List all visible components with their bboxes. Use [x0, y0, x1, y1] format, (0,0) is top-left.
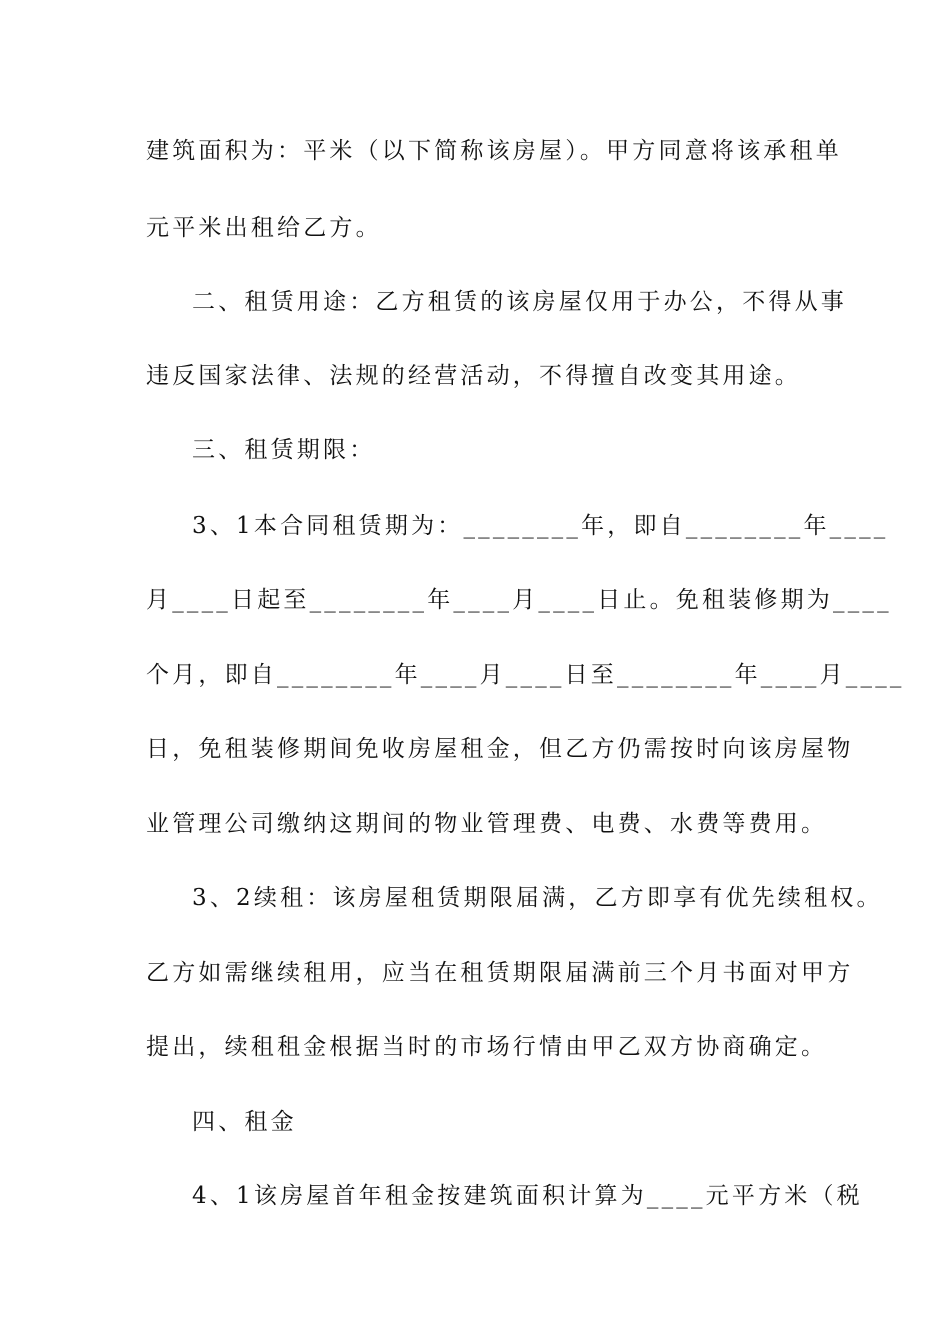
text-line: 违反国家法律、法规的经营活动，不得擅自改变其用途。 — [146, 363, 801, 389]
text-line: 个月，即自________年____月____日至________年____月____ — [146, 662, 905, 688]
text-line: 业管理公司缴纳这期间的物业管理费、电费、水费等费用。 — [146, 811, 828, 837]
text-line: 日，免租装修期间免收房屋租金，但乙方仍需按时向该房屋物 — [146, 736, 854, 762]
text-line: 乙方如需继续租用，应当在租赁期限届满前三个月书面对甲方 — [146, 960, 854, 986]
text-line: 3、1本合同租赁期为：________年，即自________年____ — [192, 513, 889, 539]
text-line: 月____日起至________年____月____日止。免租装修期为____ — [146, 587, 892, 613]
text-line: 4、1该房屋首年租金按建筑面积计算为____元平方米（税 — [192, 1183, 863, 1209]
text-line: 建筑面积为：平米（以下简称该房屋）。甲方同意将该承租单 — [146, 138, 842, 164]
text-line: 提出，续租租金根据当时的市场行情由甲乙双方协商确定。 — [146, 1034, 828, 1060]
text-line: 二、租赁用途：乙方租赁的该房屋仅用于办公，不得从事 — [192, 289, 847, 315]
text-line: 3、2续租：该房屋租赁期限届满，乙方即享有优先续租权。 — [192, 885, 883, 911]
section-heading: 四、租金 — [192, 1109, 297, 1135]
section-heading: 三、租赁期限： — [192, 437, 376, 463]
text-line: 元平米出租给乙方。 — [146, 215, 382, 241]
